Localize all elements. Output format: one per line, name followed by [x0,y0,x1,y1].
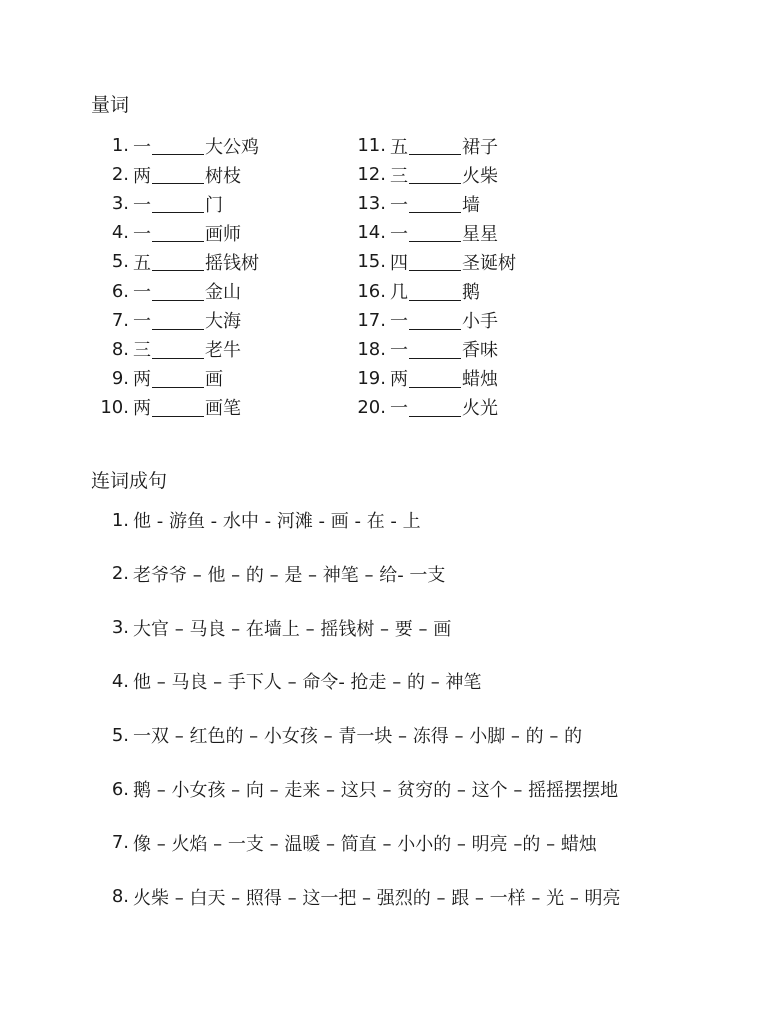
sentence-item [0,614,451,642]
noun-word: 圣诞树 [462,252,516,274]
noun-word: 画笔 [205,398,241,420]
item-number: 2. [111,563,129,585]
noun-word: 树枝 [205,165,241,187]
measure-word-item [0,247,516,276]
measure-word-item [0,393,498,422]
numeral-word: 两 [133,165,151,187]
noun-word: 门 [205,194,223,216]
noun-word: 画师 [205,223,241,245]
item-number: 5. [111,251,129,273]
noun-word: 大海 [205,311,241,333]
noun-word: 金山 [205,282,241,303]
numeral-word: 一 [390,223,408,245]
noun-word: 大公鸡 [205,136,259,158]
noun-word: 摇钱树 [205,252,259,274]
numeral-word: 两 [133,369,151,391]
scrambled-words: 老爷爷 – 他 – 的 – 是 – 神笔 – 给- 一支 [133,564,446,586]
item-number: 7. [111,832,129,854]
noun-word: 火柴 [462,165,498,187]
numeral-word: 一 [133,223,151,245]
measure-words-title: 量词 [91,94,130,116]
numeral-word: 一 [133,311,151,333]
item-number: 15. [357,251,386,273]
item-number: 1. [111,135,129,156]
numeral-word: 四 [390,252,408,274]
item-number: 16. [357,280,386,302]
numeral-word: 三 [390,165,408,187]
sentence-item [0,560,445,588]
numeral-word: 一 [133,194,151,216]
numeral-word: 一 [390,311,408,333]
item-number: 20. [357,396,386,418]
answer-blank[interactable] [409,136,461,155]
scrambled-words: 火柴 – 白天 – 照得 – 这一把 – 强烈的 – 跟 – 一样 – 光 – 明亮 [133,887,621,909]
answer-blank[interactable] [409,165,461,184]
noun-word: 火光 [462,398,498,420]
measure-word-item [0,189,480,218]
measure-word-item [0,335,498,364]
item-number: 6. [111,280,129,302]
numeral-word: 一 [133,282,151,303]
sentence-building-title: 连词成句 [91,470,168,492]
item-number: 8. [111,886,129,908]
scrambled-words: 像 – 火焰 – 一支 – 温暖 – 简直 – 小小的 – 明亮 –的 – 蜡烛 [133,833,597,855]
numeral-word: 两 [133,398,151,420]
noun-word: 鹅 [462,282,480,303]
noun-word: 裙子 [462,136,498,158]
measure-word-item [0,277,480,306]
noun-word: 小手 [462,311,498,333]
measure-word-item [0,364,498,393]
item-number: 18. [357,338,386,360]
numeral-word: 一 [390,194,408,216]
measure-word-item [0,131,498,160]
numeral-word: 一 [133,136,151,158]
item-number: 10. [100,396,129,418]
sentence-item [0,883,621,911]
numeral-word: 三 [133,340,151,362]
item-number: 1. [111,509,129,531]
answer-blank[interactable] [409,340,461,359]
answer-blank[interactable] [409,398,461,417]
scrambled-words: 他 - 游鱼 - 水中 - 河滩 - 画 - 在 - 上 [133,511,421,532]
numeral-word: 一 [390,340,408,362]
sentence-item [0,506,421,534]
item-number: 7. [111,309,129,331]
sentence-item [0,829,597,857]
scrambled-words: 鹅 – 小女孩 – 向 – 走来 – 这只 – 贫穷的 – 这个 – 摇摇摆摆地 [133,780,619,801]
noun-word: 星星 [462,223,498,245]
item-number: 4. [111,222,129,244]
item-number: 14. [357,222,386,244]
sentence-item [0,775,618,803]
measure-word-item [0,218,498,247]
measure-word-item [0,160,498,189]
answer-blank[interactable] [409,194,461,213]
answer-blank[interactable] [409,311,461,330]
answer-blank[interactable] [409,223,461,242]
numeral-word: 一 [390,398,408,420]
numeral-word: 两 [390,369,408,391]
answer-blank[interactable] [409,252,461,271]
item-number: 13. [357,193,386,215]
numeral-word: 五 [133,252,151,274]
item-number: 19. [357,367,386,389]
item-number: 5. [111,724,129,746]
answer-blank[interactable] [409,282,461,301]
item-number: 6. [111,778,129,800]
measure-word-item [0,306,498,335]
item-number: 2. [111,164,129,186]
item-number: 11. [357,135,386,156]
item-number: 4. [111,670,129,692]
item-number: 17. [357,309,386,331]
scrambled-words: 一双 – 红色的 – 小女孩 – 青一块 – 冻得 – 小脚 – 的 – 的 [133,726,583,748]
noun-word: 墙 [462,194,480,216]
numeral-word: 五 [390,136,408,158]
scrambled-words: 大官 – 马良 – 在墙上 – 摇钱树 – 要 – 画 [133,618,452,640]
noun-word: 画 [205,369,223,391]
numeral-word: 几 [390,282,408,303]
item-number: 12. [357,164,386,186]
noun-word: 蜡烛 [462,369,498,391]
item-number: 9. [111,367,129,389]
sentence-item [0,721,582,749]
sentence-item [0,667,481,695]
noun-word: 老牛 [205,340,241,362]
item-number: 3. [111,193,129,215]
scrambled-words: 他 – 马良 – 手下人 – 命令- 抢走 – 的 – 神笔 [133,672,482,694]
item-number: 3. [111,617,129,639]
item-number: 8. [111,338,129,360]
answer-blank[interactable] [409,369,461,388]
noun-word: 香味 [462,340,498,362]
